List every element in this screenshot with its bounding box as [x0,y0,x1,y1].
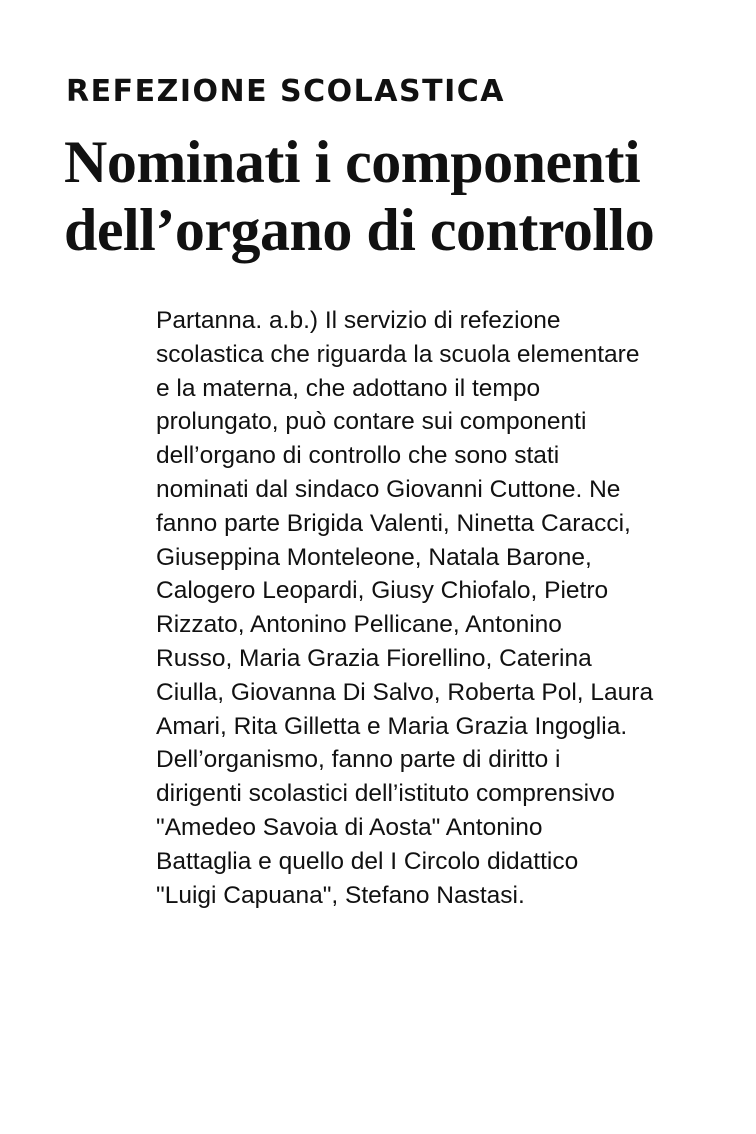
body-line: "Luigi Capuana", Stefano Nastasi. [156,881,525,909]
body-line: e la materna, che adottano il tempo [156,374,541,402]
body-line: Ciulla, Giovanna Di Salvo, Roberta Pol, Laura [156,678,654,706]
headline-line: Nominati i componenti [64,129,641,195]
body-line: Battaglia e quello del I Circolo didattico [156,847,579,875]
body-line: fanno parte Brigida Valenti, Ninetta Caracci, [156,509,631,537]
body-line: Rizzato, Antonino Pellicane, Antonino [156,611,562,639]
body-line: "Amedeo Savoia di Aosta" Antonino [156,813,543,841]
body-line: nominati dal sindaco Giovanni Cuttone. Ne [156,475,621,503]
body-line: dirigenti scolastici dell’istituto comprensivo [156,780,615,808]
body-line: Partanna. a.b.) Il servizio di refezione [156,307,561,334]
body-line: Dell’organismo, fanno parte di diritto i [156,746,561,774]
article-body [156,304,696,912]
body-line: Giuseppina Monteleone, Natala Barone, [156,543,592,571]
article-headline [64,128,654,264]
body-line: Amari, Rita Gilletta e Maria Grazia Ingoglia. [156,712,628,740]
body-line: Calogero Leopardi, Giusy Chiofalo, Pietro [156,577,609,605]
body-line: scolastica che riguarda la scuola elementare [156,340,640,368]
section-kicker: REFEZIONE SCOLASTICA [66,74,505,109]
body-line: Russo, Maria Grazia Fiorellino, Caterina [156,644,592,672]
body-line: prolungato, può contare sui componenti [156,408,587,436]
body-line: dell’organo di controllo che sono stati [156,442,560,470]
headline-line: dell’organo di controllo [64,197,655,263]
